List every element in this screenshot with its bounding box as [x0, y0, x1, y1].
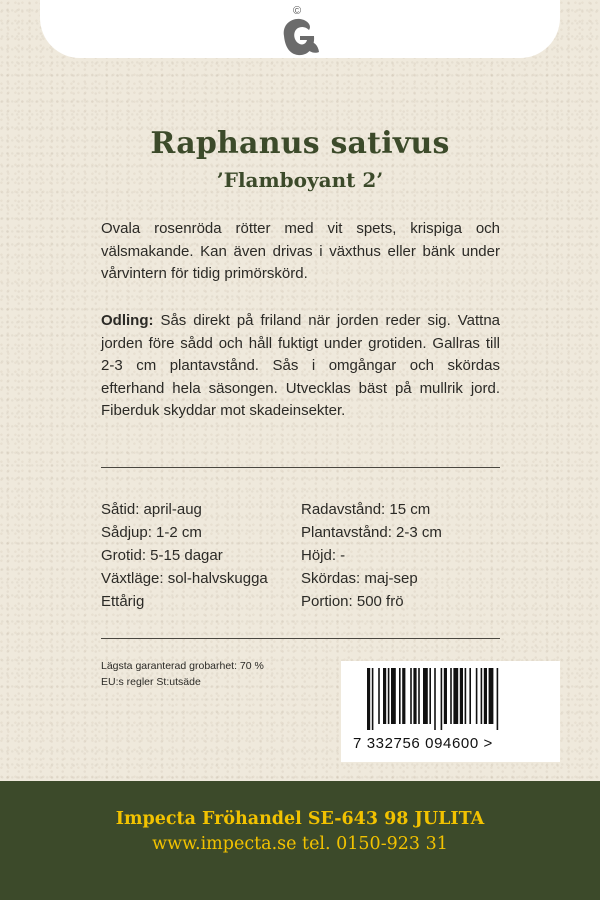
- barcode-bar: [378, 668, 380, 724]
- divider-top: [101, 467, 500, 468]
- specs-left-column: [101, 498, 268, 613]
- barcode-bar: [441, 668, 443, 730]
- barcode-bar: [453, 668, 458, 724]
- barcode-bar: [367, 668, 370, 730]
- barcode-bar: [434, 668, 436, 730]
- barcode-bar: [372, 668, 374, 730]
- eu-regulation-note: EU:s regler St:utsäde: [101, 676, 201, 688]
- spec-height: Höjd: -: [301, 547, 346, 564]
- barcode-bar: [402, 668, 405, 724]
- specs-right-column: [301, 498, 442, 613]
- germination-guarantee: Lägsta garanterad grobarhet: 70 %: [101, 660, 264, 672]
- barcode-bar: [391, 668, 396, 724]
- spec-lifecycle: Ettårig: [101, 593, 145, 610]
- spec-harvest-time: Skördas: maj-sep: [301, 570, 418, 587]
- spec-plant-location: Växtläge: sol-halvskugga: [101, 570, 268, 587]
- cultivation-paragraph: [101, 310, 500, 423]
- barcode-bar: [429, 668, 431, 724]
- footer-band: [0, 781, 600, 900]
- copyright-symbol: ©: [293, 5, 302, 17]
- spec-plant-spacing: Plantavstånd: 2-3 cm: [301, 524, 442, 541]
- variety-subtitle: ’Flamboyant 2’: [216, 168, 384, 192]
- barcode-bar: [410, 668, 412, 724]
- spec-germination-time: Grotid: 5-15 dagar: [101, 547, 223, 564]
- barcode-bar: [476, 668, 478, 724]
- impecta-leaf-g-logo-icon: [276, 6, 324, 64]
- barcode-bar: [469, 668, 471, 724]
- barcode-bar: [460, 668, 463, 724]
- spec-portion: Portion: 500 frö: [301, 593, 404, 610]
- barcode-bar: [465, 668, 467, 724]
- barcode-bar: [388, 668, 390, 724]
- barcode-bar: [450, 668, 452, 724]
- barcode-bar: [481, 668, 483, 724]
- divider-bottom: [101, 638, 500, 639]
- barcode-bars: [367, 668, 535, 730]
- spec-sowing-depth: Sådjup: 1-2 cm: [101, 524, 202, 541]
- barcode-bar: [423, 668, 428, 724]
- barcode-bar: [489, 668, 494, 724]
- description-paragraph: Ovala rosenröda rötter med vit spets, krispiga och välsmakande. Kan även drivas i växthus eller bänk under vårvintern för tidig primörskörd.: [101, 220, 500, 282]
- barcode-bar: [444, 668, 447, 724]
- barcode-bar: [399, 668, 401, 724]
- company-contact: www.impecta.se tel. 0150-923 31: [152, 834, 448, 854]
- company-address: Impecta Fröhandel SE-643 98 JULITA: [115, 809, 485, 829]
- cultivation-label: Odling:: [101, 312, 154, 329]
- spec-row-spacing: Radavstånd: 15 cm: [301, 501, 431, 518]
- barcode-bar: [383, 668, 386, 724]
- fine-print: [101, 658, 264, 690]
- barcode-bar: [418, 668, 420, 724]
- barcode-bar: [497, 668, 499, 730]
- barcode-bar: [484, 668, 487, 724]
- barcode: [341, 661, 560, 762]
- species-title: Raphanus sativus: [150, 126, 450, 161]
- spec-sowing-time: Såtid: april-aug: [101, 501, 202, 518]
- barcode-bar: [413, 668, 416, 724]
- barcode-number: 7 332756 094600 >: [353, 735, 493, 752]
- cultivation-text: Sås direkt på friland när jorden reder sig. Vattna jorden före sådd och håll fuktigt under grotiden. Gallras till 2-3 cm plantavstånd. Sås i omgångar och skördas efterhand hela säsongen. Utvecklas bäst på mullrik jord. Fiberduk skyddar mot skadeinsekter.: [101, 312, 500, 419]
